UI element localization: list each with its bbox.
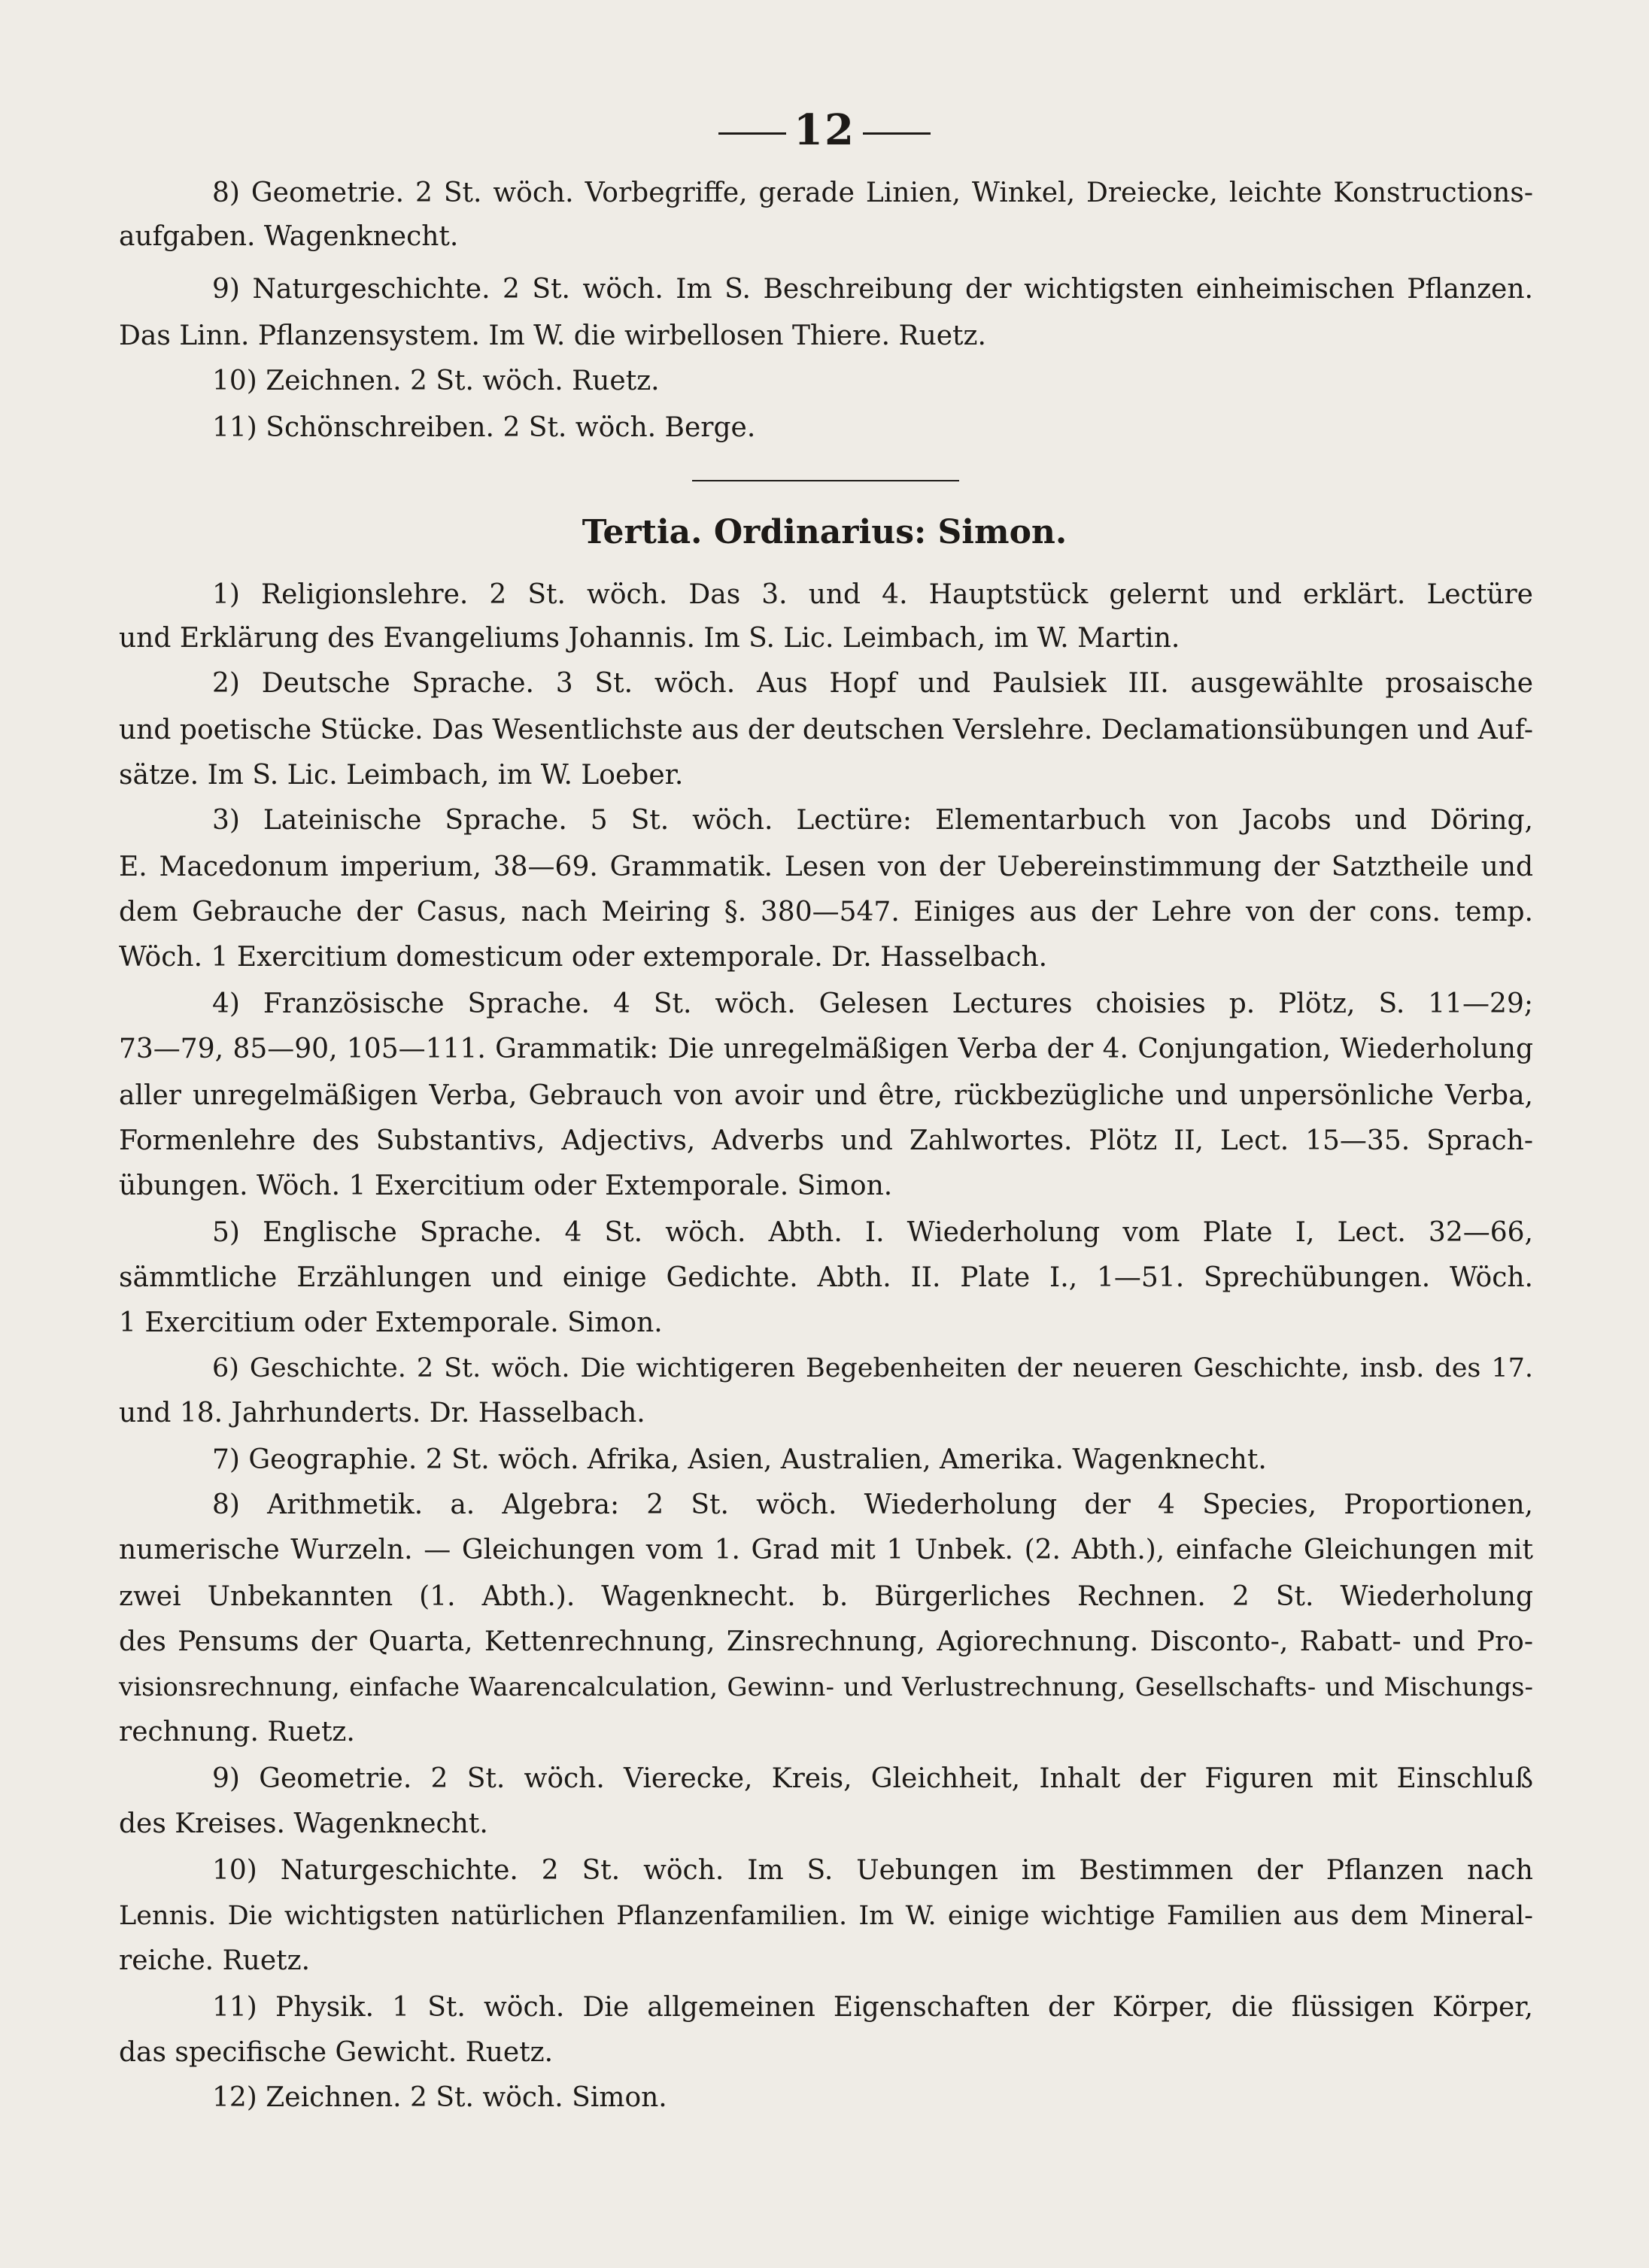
text-line: 11) Physik. 1 St. wöch. Die allgemeinen Eigenschaften der Körper, die flüssigen Körper,: [212, 1992, 1533, 2023]
text-line: des Pensums der Quarta, Kettenrechnung, Zinsrechnung, Agiorechnung. Disconto-, Rabatt- und Pro-: [119, 1626, 1533, 1657]
text-line: reiche. Ruetz.: [119, 1945, 311, 1976]
text-line: numerische Wurzeln. — Gleichungen vom 1. Grad mit 1 Unbek. (2. Abth.), einfache Gleichungen mit: [119, 1535, 1533, 1565]
text-line: Lennis. Die wichtigsten natürlichen Pflanzenfamilien. Im W. einige wichtige Familien aus dem Mineral-: [119, 1901, 1533, 1931]
section-divider: [692, 480, 959, 481]
section-heading: Tertia. Ordinarius: Simon.: [582, 513, 1067, 551]
text-line: 10) Zeichnen. 2 St. wöch. Ruetz.: [212, 366, 660, 396]
text-line: und poetische Stücke. Das Wesentlichste aus der deutschen Verslehre. Declamationsübungen und Auf-: [119, 715, 1533, 745]
text-line: sätze. Im S. Lic. Leimbach, im W. Loeber.: [119, 760, 684, 791]
text-line: sämmtliche Erzählungen und einige Gedichte. Abth. II. Plate I., 1—51. Sprechübungen. Wöch.: [119, 1262, 1533, 1293]
text-line: Das Linn. Pflanzensystem. Im W. die wirbellosen Thiere. Ruetz.: [119, 320, 986, 351]
text-line: 7) Geographie. 2 St. wöch. Afrika, Asien, Australien, Amerika. Wagenknecht.: [212, 1444, 1267, 1475]
page-number-right-rule: [863, 132, 931, 135]
text-line: 9) Geometrie. 2 St. wöch. Vierecke, Kreis, Gleichheit, Inhalt der Figuren mit Einschluß: [212, 1763, 1533, 1794]
text-line: 9) Naturgeschichte. 2 St. wöch. Im S. Beschreibung der wichtigsten einheimischen Pflanzen.: [212, 274, 1533, 305]
text-line: 1 Exercitium oder Extemporale. Simon.: [119, 1307, 663, 1338]
text-line: 10) Naturgeschichte. 2 St. wöch. Im S. Uebungen im Bestimmen der Pflanzen nach: [212, 1855, 1533, 1886]
text-line: und 18. Jahrhunderts. Dr. Hasselbach.: [119, 1398, 645, 1429]
page-number-left-rule: [718, 132, 786, 135]
text-line: 1) Religionslehre. 2 St. wöch. Das 3. und 4. Hauptstück gelernt und erklärt. Lectüre: [212, 579, 1533, 610]
text-line: 2) Deutsche Sprache. 3 St. wöch. Aus Hopf und Paulsiek III. ausgewählte prosaische: [212, 668, 1533, 699]
text-line: zwei Unbekannten (1. Abth.). Wagenknecht. b. Bürgerliches Rechnen. 2 St. Wiederholung: [119, 1581, 1533, 1612]
page-number-text: 12: [794, 105, 855, 155]
text-line: aller unregelmäßigen Verba, Gebrauch von avoir und être, rückbezügliche und unpersönliche Verba,: [119, 1080, 1533, 1111]
text-line: 12) Zeichnen. 2 St. wöch. Simon.: [212, 2082, 667, 2113]
text-line: E. Macedonum imperium, 38—69. Grammatik. Lesen von der Uebereinstimmung der Satztheile und: [119, 852, 1533, 882]
text-line: 4) Französische Sprache. 4 St. wöch. Gelesen Lectures choisies p. Plötz, S. 11—29;: [212, 988, 1533, 1019]
text-line: 3) Lateinische Sprache. 5 St. wöch. Lectüre: Elementarbuch von Jacobs und Döring,: [212, 805, 1533, 836]
text-line: 8) Arithmetik. a. Algebra: 2 St. wöch. Wiederholung der 4 Species, Proportionen,: [212, 1489, 1533, 1520]
text-line: Wöch. 1 Exercitium domesticum oder extemporale. Dr. Hasselbach.: [119, 942, 1048, 973]
text-line: dem Gebrauche der Casus, nach Meiring §. 380—547. Einiges aus der Lehre von der cons. temp.: [119, 897, 1533, 928]
text-line: 73—79, 85—90, 105—111. Grammatik: Die unregelmäßigen Verba der 4. Conjungation, Wiederholung: [119, 1034, 1533, 1064]
text-line: aufgaben. Wagenknecht.: [119, 221, 459, 252]
text-line: visionsrechnung, einfache Waarencalculation, Gewinn- und Verlustrechnung, Gesellschafts- und Mischungs-: [119, 1672, 1533, 1702]
page-number: [0, 105, 1649, 155]
text-line: 8) Geometrie. 2 St. wöch. Vorbegriffe, gerade Linien, Winkel, Dreiecke, leichte Konstructions-: [212, 178, 1533, 208]
text-line: übungen. Wöch. 1 Exercitium oder Extemporale. Simon.: [119, 1170, 893, 1201]
text-line: 6) Geschichte. 2 St. wöch. Die wichtigeren Begebenheiten der neueren Geschichte, insb. des 17.: [212, 1353, 1533, 1383]
text-line: das specifische Gewicht. Ruetz.: [119, 2037, 554, 2068]
text-line: 5) Englische Sprache. 4 St. wöch. Abth. I. Wiederholung vom Plate I, Lect. 32—66,: [212, 1217, 1533, 1248]
text-line: Formenlehre des Substantivs, Adjectivs, Adverbs und Zahlwortes. Plötz II, Lect. 15—35. Sprach-: [119, 1125, 1533, 1156]
text-line: des Kreises. Wagenknecht.: [119, 1808, 488, 1839]
text-line: und Erklärung des Evangeliums Johannis. Im S. Lic. Leimbach, im W. Martin.: [119, 623, 1180, 654]
text-line: rechnung. Ruetz.: [119, 1717, 355, 1747]
text-line: 11) Schönschreiben. 2 St. wöch. Berge.: [212, 412, 756, 443]
